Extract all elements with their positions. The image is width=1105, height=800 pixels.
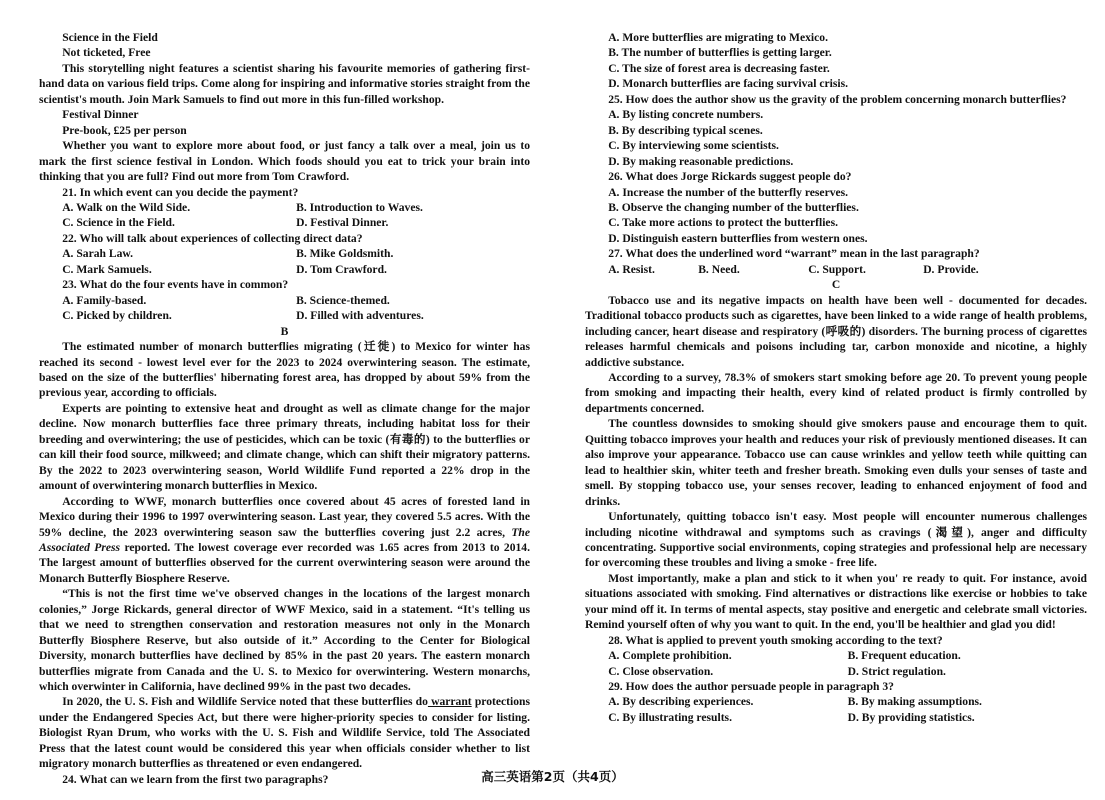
- page-footer: 高三英语第2页（共4页）: [481, 769, 624, 784]
- option-d: D. Monarch butterflies are facing survival crisis.: [608, 77, 848, 91]
- option-c: C. Close observation.: [608, 664, 714, 678]
- question-stem: 24. What can we learn from the first two paragraphs?: [62, 772, 329, 786]
- option-b: B. Mike Goldsmith.: [296, 247, 394, 261]
- option-c: C. The size of forest area is decreasing faster.: [608, 61, 830, 75]
- passage-paragraph: The countless downsides to smoking should give smokers pause and encourage them to quit. Quitting tobacco improves your health and reduces your risk of previously mentioned diseases. It can also improve your appearance. Tobacco use can cause wrinkles and yellow teeth while quitting can lead to healthier skin, whiter teeth and fresher breath. Smoking even dulls your senses of taste and smell. By stopping tobacco use, your senses recover, leading to enhanced enjoyment of food and drinks.: [585, 417, 1087, 508]
- option-d: D. Festival Dinner.: [296, 216, 389, 230]
- passage-paragraph: According to a survey, 78.3% of smokers start smoking before age 20. To prevent young people from smoking and impacting their health, every kind of related product is firmly controlled by departments concerned.: [585, 370, 1087, 415]
- section-heading: B: [280, 324, 289, 338]
- question-options: [39, 293, 530, 324]
- question-options: [39, 246, 530, 277]
- option-d: D. Tom Crawford.: [296, 262, 387, 276]
- left-column: [39, 30, 530, 787]
- option-a: A. Increase the number of the butterfly reserves.: [608, 185, 849, 199]
- option-d: D. Provide.: [923, 262, 979, 276]
- passage-paragraph: Experts are pointing to extensive heat and drought as well as climate change for the major decline. Now monarch butterflies face three primary threats, including habitat loss for their breeding and overwintering; the use of pesticides, which can be toxic (有毒的) to the butterflies or can kill their food source, milkweed; and climate change, which can shift their migratory patterns. By the 2022 to 2023 overwintering season, World Wildlife Fund reported a 22% drop in the amount of overwintering monarch butterflies in Mexico.: [39, 401, 530, 493]
- option-c: C. By illustrating results.: [608, 710, 732, 724]
- option-a: A. Walk on the Wild Side.: [62, 200, 191, 214]
- passage-paragraph: Unfortunately, quitting tobacco isn't easy. Most people will encounter numerous challenges including nicotine withdrawal and symptoms such as cravings (渴望), anger and difficulty concentrating. Supportive social environments, coping strategies and professional help are necessary for overcoming these troubles and living a smoke - free life.: [585, 510, 1087, 570]
- option-b: B. Observe the changing number of the butterflies.: [608, 200, 859, 214]
- option-a: A. By listing concrete numbers.: [608, 108, 764, 122]
- italic-source: The Associated Press: [39, 525, 530, 554]
- option-d: D. By making reasonable predictions.: [608, 154, 794, 168]
- option-c: C. By interviewing some scientists.: [608, 139, 779, 153]
- question-stem: 26. What does Jorge Rickards suggest people do?: [608, 170, 852, 184]
- option-a: A. Resist.: [608, 262, 655, 276]
- question-options: [585, 262, 1087, 277]
- option-a: A. Family-based.: [62, 293, 147, 307]
- option-d: D. Strict regulation.: [847, 664, 946, 678]
- option-c: C. Science in the Field.: [62, 216, 175, 230]
- question-options: [39, 200, 530, 231]
- option-b: B. By describing typical scenes.: [608, 123, 763, 137]
- question-stem: 27. What does the underlined word “warrant” mean in the last paragraph?: [608, 247, 980, 261]
- text-run: In 2020, the U. S. Fish and Wildlife Service noted that these butterflies do: [62, 695, 428, 709]
- option-b: B. The number of butterflies is getting larger.: [608, 46, 832, 60]
- option-d: D. Distinguish eastern butterflies from western ones.: [608, 231, 868, 245]
- passage-paragraph: [39, 694, 530, 771]
- option-c: C. Mark Samuels.: [62, 262, 152, 276]
- option-b: B. Introduction to Waves.: [296, 200, 423, 214]
- option-d: D. Filled with adventures.: [296, 309, 424, 323]
- option-c: C. Support.: [808, 262, 866, 276]
- section-heading: C: [831, 278, 841, 292]
- text-run: protections under the Endangered Species Act, but there were higher-priority species to consider for listing. Biologist Ryan Drum, who works with the U. S. Fish and Wildlife Service, told The Associated Press that the latest count would be considered this year when officials consider whether to list migratory monarch butterflies as threatened or even endangered.: [39, 695, 530, 771]
- underlined-word: warrant: [427, 695, 472, 709]
- option-a: A. More butterflies are migrating to Mexico.: [608, 31, 828, 44]
- passage-paragraph: Tobacco use and its negative impacts on health have been well - documented for decades. Traditional tobacco products such as cigarettes, have been linked to a wide range of health problems, including cancer, heart disease and respiratory (呼吸的) disorders. The burning process of cigarettes releases harmful chemicals and poisons including tar, carbon monoxide and nicotine, a highly addictive substance.: [585, 293, 1087, 369]
- event-title: Festival Dinner: [62, 108, 139, 122]
- event-ticket: Pre-book, £25 per person: [62, 123, 187, 137]
- option-c: C. Take more actions to protect the butterflies.: [608, 216, 838, 230]
- option-b: B. Science-themed.: [296, 293, 390, 307]
- event-ticket: Not ticketed, Free: [62, 46, 151, 60]
- option-c: C. Picked by children.: [62, 309, 172, 323]
- passage-paragraph: The estimated number of monarch butterflies migrating (迁徙) to Mexico for winter has reached its second - lowest level ever for the 2023 to 2024 overwintering season. The estimate, based on the size of the butterflies' hibernating forest area, has dropped by about 59% from the previous year, according to officials.: [39, 340, 530, 400]
- event-description: Whether you want to explore more about food, or just fancy a talk over a meal, join us to mark the first science festival in London. Which foods should you eat to trick your brain into thinking that you are full? Find out more from Tom Crawford.: [39, 139, 530, 184]
- question-stem: 22. Who will talk about experiences of collecting direct data?: [62, 231, 363, 245]
- question-stem: 23. What do the four events have in common?: [62, 278, 289, 292]
- event-title: Science in the Field: [62, 31, 158, 44]
- option-a: A. Sarah Law.: [62, 247, 134, 261]
- question-stem: 29. How does the author persuade people in paragraph 3?: [608, 680, 894, 694]
- text-run: reported. The lowest coverage ever recorded was 1.65 acres from 2013 to 2014. The largest amount of butterflies observed for the current overwintering season were around the Monarch Butterfly Biosphere Reserve.: [39, 540, 530, 585]
- question-stem: 25. How does the author show us the gravity of the problem concerning monarch butterflies?: [608, 92, 1067, 106]
- option-b: B. By making assumptions.: [847, 695, 982, 709]
- option-a: A. By describing experiences.: [608, 695, 754, 709]
- question-stem: 21. In which event can you decide the payment?: [62, 185, 299, 199]
- option-a: A. Complete prohibition.: [608, 649, 732, 663]
- option-d: D. By providing statistics.: [847, 710, 975, 724]
- option-b: B. Need.: [698, 262, 740, 276]
- text-run: According to WWF, monarch butterflies once covered about 45 acres of forested land in Mexico during their 1996 to 1997 overwintering season. Last year, they covered 5.5 acres. With the 59% decline, the 2023 overwintering season saw the butterflies covering just 2.2 acres,: [39, 494, 530, 539]
- option-b: B. Frequent education.: [847, 649, 961, 663]
- question-options: [585, 648, 1087, 679]
- passage-paragraph: [39, 494, 530, 587]
- passage-paragraph: “This is not the first time we've observed changes in the locations of the largest monarch colonies,” Jorge Rickards, general director of WWF Mexico, said in a statement. “It's telling us that we need to strengthen conservation and restoration measures not only in the Monarch Butterfly Biosphere Reserve, but also outside of it.” According to the Center for Biological Diversity, monarch butterflies have declined by 85% in the past 20 years. The eastern monarch butterflies migrate from Canada and the U. S. to Mexico for overwintering. Western monarchs, which overwinter in California, have declined 99% in the past two decades.: [39, 587, 530, 694]
- event-description: This storytelling night features a scientist sharing his favourite memories of gathering first-hand data on various field trips. Come along for inspiring and informative stories straight from the scientist's mouth. Join Mark Samuels to find out more in this fun-filled workshop.: [39, 61, 530, 106]
- question-stem: 28. What is applied to prevent youth smoking according to the text?: [608, 633, 943, 647]
- right-column: [585, 30, 1087, 725]
- passage-paragraph: Most importantly, make a plan and stick to it when you' re ready to quit. For instance, avoid situations associated with smoking. Find alternatives or distractions like exercise or hobbies to take your mind off it. In terms of mental aspects, stay positive and energetic and celebrate small victories. Remind yourself often of why you want to quit. In the end, you'll be healthier and glad you did!: [585, 571, 1087, 632]
- question-options: [585, 694, 1087, 725]
